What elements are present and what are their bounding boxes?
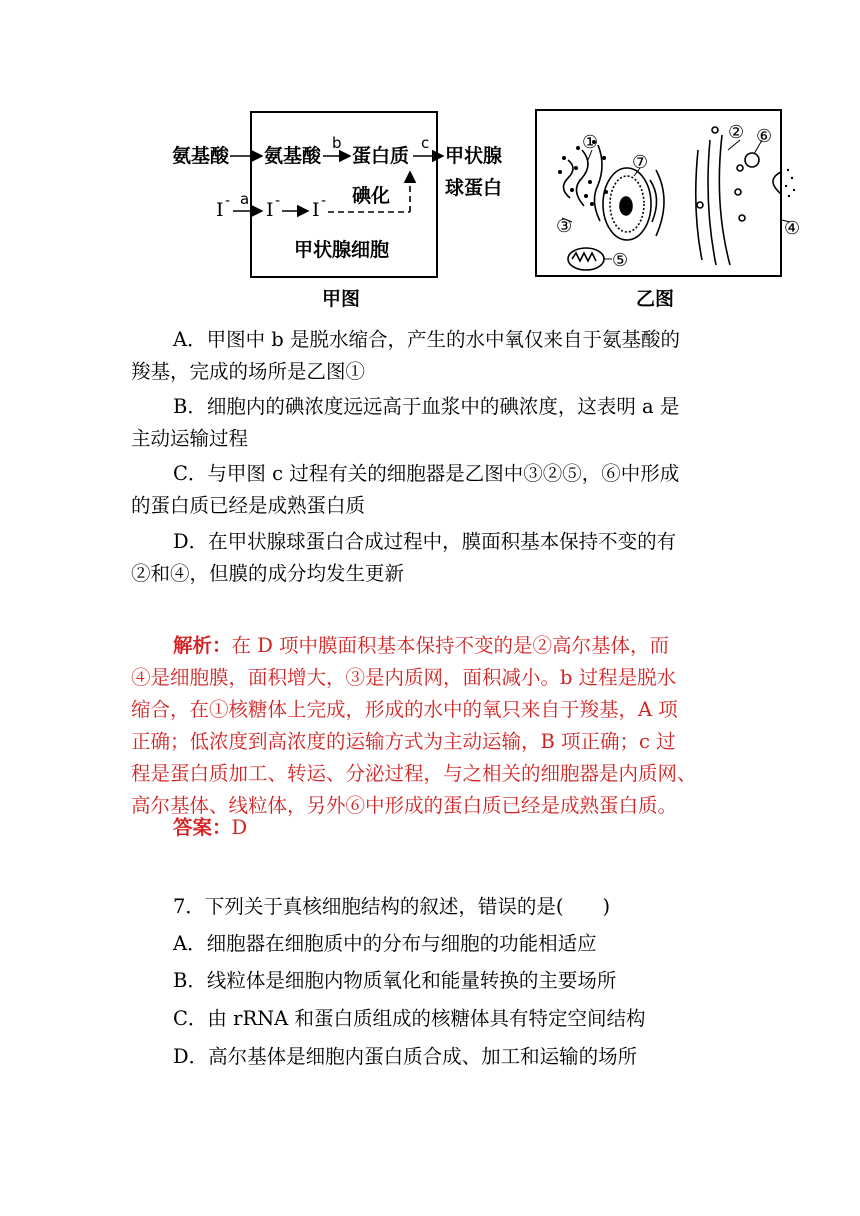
iodide-inside-1: I bbox=[266, 199, 274, 221]
iodide-outside-charge: - bbox=[225, 193, 231, 209]
analysis-text-1: 在 D 项中膜面积基本保持不变的是②高尔基体，而 bbox=[231, 634, 670, 657]
option-c-line2: 的蛋白质已经是成熟蛋白质 bbox=[131, 494, 366, 517]
thyroglobulin-line1: 甲状腺 bbox=[445, 145, 503, 167]
option-d-line1: D．在甲状腺球蛋白合成过程中，膜面积基本保持不变的有 bbox=[173, 530, 677, 553]
option-b-line2: 主动运输过程 bbox=[131, 427, 249, 450]
analysis-line-3: 缩合，在①核糖体上完成，形成的水中的氧只来自于羧基，A 项 bbox=[131, 698, 678, 721]
mitochondrion bbox=[568, 248, 604, 270]
marker-7: ⑦ bbox=[632, 152, 649, 173]
analysis-line-2: ④是细胞膜，面积增大，③是内质网，面积减小。b 过程是脱水 bbox=[131, 666, 677, 689]
marker-5: ⑤ bbox=[612, 250, 629, 271]
secreted-dots bbox=[785, 169, 795, 197]
answer-line bbox=[173, 814, 247, 842]
analysis-label: 解析： bbox=[173, 634, 232, 657]
answer-label: 答案： bbox=[173, 816, 232, 839]
iodide-inside-2-charge: - bbox=[321, 193, 327, 209]
q7-option-a: A．细胞器在细胞质中的分布与细胞的功能相适应 bbox=[173, 932, 597, 955]
analysis-line-6: 高尔基体、线粒体，另外⑥中形成的蛋白质已经是成熟蛋白质。 bbox=[131, 794, 678, 817]
option-d-line2: ②和④，但膜的成分均发生更新 bbox=[131, 562, 405, 585]
membrane-secretion bbox=[773, 172, 781, 194]
iodination-text: 碘化 bbox=[352, 185, 391, 207]
protein-text: 蛋白质 bbox=[352, 145, 410, 167]
iodide-outside: I bbox=[216, 199, 224, 221]
golgi bbox=[696, 135, 730, 265]
iodide-inside-2: I bbox=[312, 199, 320, 221]
figure bbox=[165, 100, 801, 322]
marker-4: ④ bbox=[784, 218, 801, 239]
left-caption: 甲图 bbox=[322, 288, 361, 310]
option-c-line1: C．与甲图 c 过程有关的细胞器是乙图中③②⑤，⑥中形成 bbox=[173, 462, 680, 485]
analysis-line-4: 正确；低浓度到高浓度的运输方式为主动运输，B 项正确；c 过 bbox=[131, 730, 676, 753]
option-a-line2: 羧基，完成的场所是乙图① bbox=[131, 360, 366, 383]
label-a: a bbox=[240, 190, 250, 208]
amino-acid-outside: 氨基酸 bbox=[172, 145, 230, 167]
label-c: c bbox=[421, 134, 430, 152]
answer-value: D bbox=[231, 816, 248, 839]
analysis-line-5: 程是蛋白质加工、转运、分泌过程，与之相关的细胞器是内质网、 bbox=[131, 762, 697, 785]
marker-2: ② bbox=[728, 122, 745, 143]
er-around-nucleus bbox=[650, 170, 664, 236]
label-b: b bbox=[332, 134, 342, 152]
option-a-line1: A．甲图中 b 是脱水缩合，产生的水中氧仅来自于氨基酸的 bbox=[173, 328, 680, 351]
q7-option-b: B．线粒体是细胞内物质氧化和能量转换的主要场所 bbox=[173, 969, 617, 992]
iodide-inside-1-charge: - bbox=[275, 193, 281, 209]
thyroglobulin-line2: 球蛋白 bbox=[445, 177, 503, 199]
thyroid-cell-text: 甲状腺细胞 bbox=[294, 239, 390, 261]
rough-er bbox=[563, 145, 602, 221]
question7-stem: 7．下列关于真核细胞结构的叙述，错误的是( ) bbox=[173, 895, 611, 918]
marker-3: ③ bbox=[556, 216, 573, 237]
mitochondrion-cristae bbox=[572, 253, 596, 261]
q7-option-d: D．高尔基体是细胞内蛋白质合成、加工和运输的场所 bbox=[173, 1045, 638, 1068]
marker-1: ① bbox=[582, 132, 599, 153]
analysis-line-1 bbox=[173, 632, 669, 660]
marker-6: ⑥ bbox=[756, 126, 773, 147]
right-caption: 乙图 bbox=[636, 288, 675, 310]
option-b-line1: B．细胞内的碘浓度远远高于血浆中的碘浓度，这表明 a 是 bbox=[173, 395, 680, 418]
left-diagram bbox=[172, 112, 502, 310]
q7-option-c: C．由 rRNA 和蛋白质组成的核糖体具有特定空间结构 bbox=[173, 1007, 646, 1030]
nucleolus bbox=[620, 197, 632, 215]
amino-acid-inside: 氨基酸 bbox=[264, 145, 322, 167]
